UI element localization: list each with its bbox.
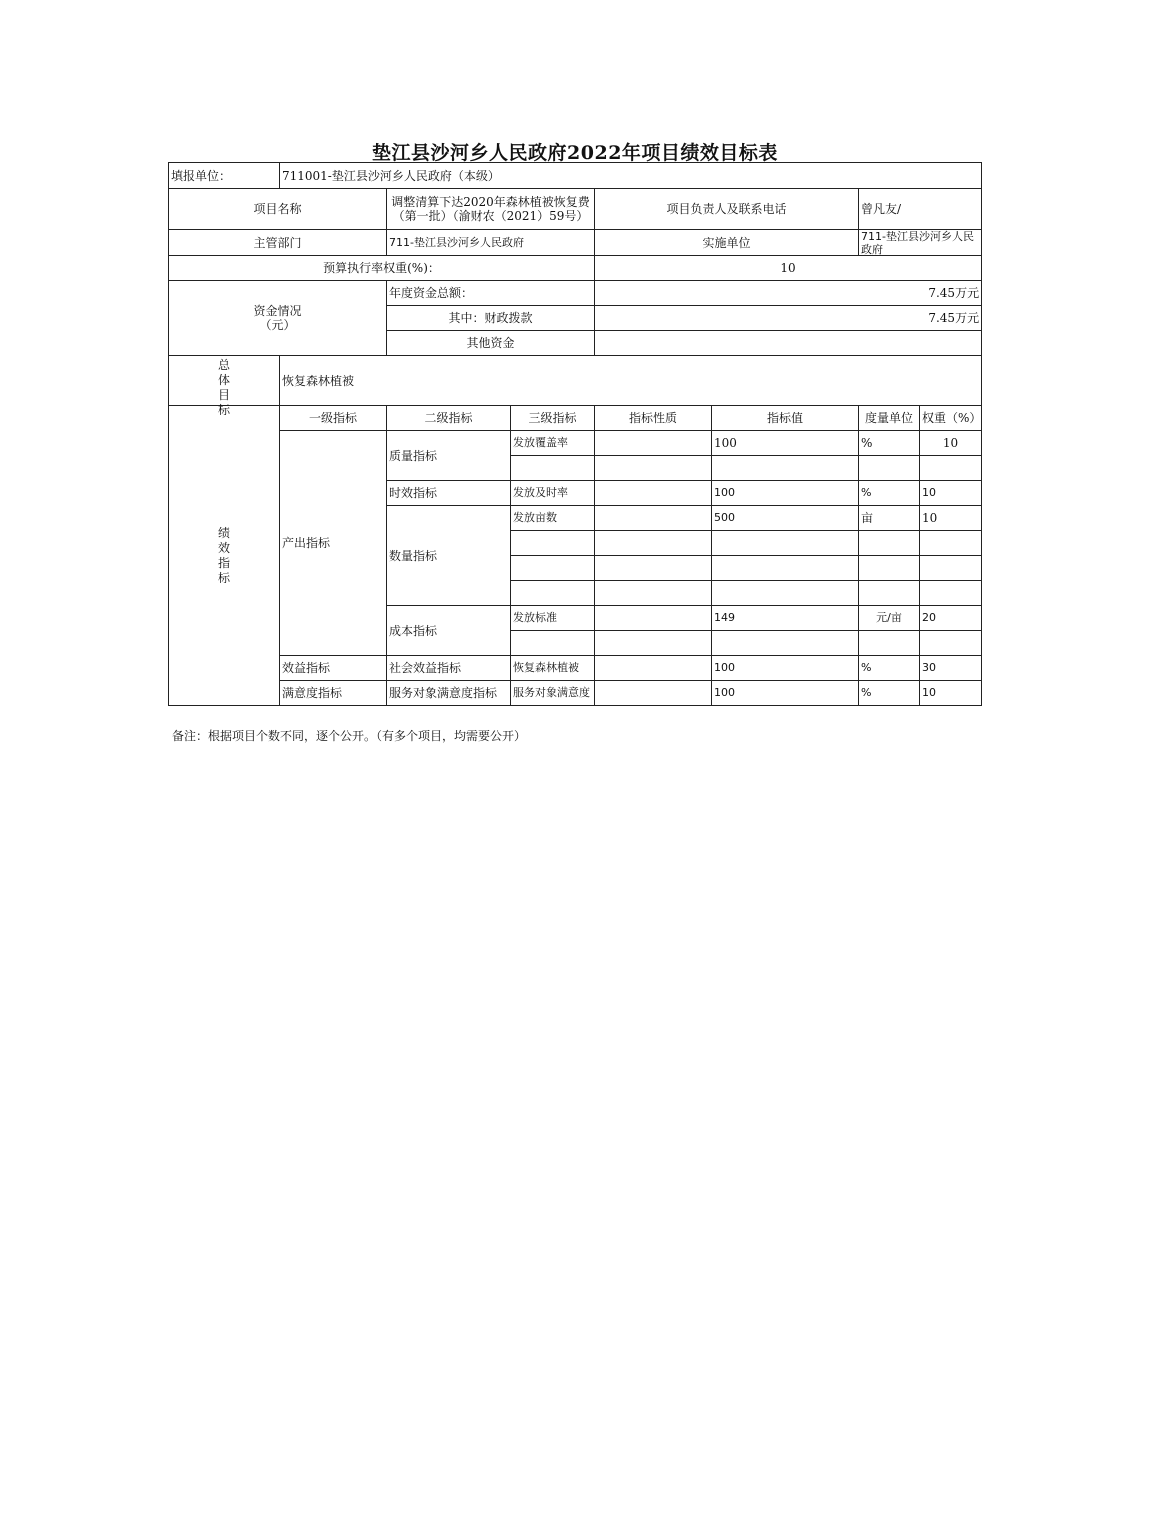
header-value: 指标值 bbox=[712, 406, 859, 431]
performance-target-table bbox=[168, 162, 982, 706]
timeliness-value: 100 bbox=[712, 481, 859, 506]
funds-label-line2: （元） bbox=[259, 318, 296, 332]
quantity-unit: 亩 bbox=[859, 506, 920, 531]
empty-cell bbox=[511, 631, 595, 656]
timeliness-nature bbox=[595, 481, 712, 506]
empty-cell bbox=[712, 456, 859, 481]
level1-satisfaction: 满意度指标 bbox=[280, 681, 387, 706]
empty-cell bbox=[920, 556, 982, 581]
quantity-name: 发放亩数 bbox=[511, 506, 595, 531]
project-name-label: 项目名称 bbox=[169, 189, 387, 230]
quality-unit: % bbox=[859, 431, 920, 456]
funds-total-row bbox=[169, 281, 982, 306]
header-weight: 权重（%） bbox=[920, 406, 982, 431]
perf-header-row bbox=[169, 406, 982, 431]
level2-quality: 质量指标 bbox=[387, 431, 511, 481]
empty-cell bbox=[712, 631, 859, 656]
department-row bbox=[169, 230, 982, 256]
impl-unit-value bbox=[859, 230, 982, 256]
service-weight: 10 bbox=[920, 681, 982, 706]
table-row bbox=[169, 656, 982, 681]
page-title: 垫江县沙河乡人民政府2022年项目绩效目标表 bbox=[372, 142, 778, 164]
timeliness-weight: 10 bbox=[920, 481, 982, 506]
supervisor-dept-label: 主管部门 bbox=[169, 230, 387, 256]
budget-row bbox=[169, 256, 982, 281]
empty-cell bbox=[511, 556, 595, 581]
empty-cell bbox=[859, 581, 920, 606]
project-name-value: 调整清算下达2020年森林植被恢复费（第一批）（渝财农（2021）59号） bbox=[387, 189, 595, 230]
quantity-value: 500 bbox=[712, 506, 859, 531]
empty-cell bbox=[920, 581, 982, 606]
empty-cell bbox=[712, 556, 859, 581]
level1-output: 产出指标 bbox=[280, 431, 387, 656]
fill-unit-value: 711001-垫江县沙河乡人民政府（本级） bbox=[280, 163, 982, 189]
empty-cell bbox=[859, 456, 920, 481]
empty-cell bbox=[595, 631, 712, 656]
cost-weight: 20 bbox=[920, 606, 982, 631]
empty-cell bbox=[859, 631, 920, 656]
goal-label-text: 总体目标 bbox=[217, 357, 230, 417]
empty-cell bbox=[511, 531, 595, 556]
funds-total-value: 7.45万元 bbox=[595, 281, 982, 306]
funds-other-value bbox=[595, 331, 982, 356]
level2-timeliness: 时效指标 bbox=[387, 481, 511, 506]
social-name: 恢复森林植被 bbox=[511, 656, 595, 681]
level1-benefit: 效益指标 bbox=[280, 656, 387, 681]
quality-nature bbox=[595, 431, 712, 456]
project-contact-label: 项目负责人及联系电话 bbox=[595, 189, 859, 230]
quality-weight: 10 bbox=[920, 431, 982, 456]
cost-value: 149 bbox=[712, 606, 859, 631]
fill-unit-row bbox=[169, 163, 982, 189]
empty-cell bbox=[920, 531, 982, 556]
social-value: 100 bbox=[712, 656, 859, 681]
table-row bbox=[169, 681, 982, 706]
timeliness-unit: % bbox=[859, 481, 920, 506]
empty-cell bbox=[920, 456, 982, 481]
timeliness-name: 发放及时率 bbox=[511, 481, 595, 506]
social-weight: 30 bbox=[920, 656, 982, 681]
goal-value: 恢复森林植被 bbox=[280, 356, 982, 406]
impl-unit-text: 711-垫江县沙河乡人民政府 bbox=[861, 230, 974, 256]
empty-cell bbox=[511, 581, 595, 606]
quality-value: 100 bbox=[712, 431, 859, 456]
goal-label bbox=[169, 356, 280, 417]
table-row bbox=[169, 431, 982, 456]
quantity-weight: 10 bbox=[920, 506, 982, 531]
quality-name: 发放覆盖率 bbox=[511, 431, 595, 456]
header-level2: 二级指标 bbox=[387, 406, 511, 431]
service-value: 100 bbox=[712, 681, 859, 706]
empty-cell bbox=[859, 556, 920, 581]
service-nature bbox=[595, 681, 712, 706]
header-nature: 指标性质 bbox=[595, 406, 712, 431]
perf-label-text: 绩效指标 bbox=[217, 525, 230, 585]
social-nature bbox=[595, 656, 712, 681]
empty-cell bbox=[595, 531, 712, 556]
empty-cell bbox=[511, 456, 595, 481]
budget-weight-label: 预算执行率权重(%)： bbox=[169, 256, 595, 281]
fill-unit-label: 填报单位： bbox=[169, 163, 280, 189]
budget-weight-value: 10 bbox=[595, 256, 982, 281]
goal-row bbox=[169, 356, 982, 406]
funds-label bbox=[169, 281, 387, 356]
header-unit: 度量单位 bbox=[859, 406, 920, 431]
impl-unit-label: 实施单位 bbox=[595, 230, 859, 256]
perf-label bbox=[169, 406, 280, 706]
funds-fiscal-label: 其中：财政拨款 bbox=[387, 306, 595, 331]
level2-social: 社会效益指标 bbox=[387, 656, 511, 681]
empty-cell bbox=[595, 556, 712, 581]
empty-cell bbox=[595, 581, 712, 606]
empty-cell bbox=[595, 456, 712, 481]
level2-cost: 成本指标 bbox=[387, 606, 511, 656]
service-unit: % bbox=[859, 681, 920, 706]
project-row bbox=[169, 189, 982, 230]
header-level1: 一级指标 bbox=[280, 406, 387, 431]
funds-fiscal-value: 7.45万元 bbox=[595, 306, 982, 331]
header-level3: 三级指标 bbox=[511, 406, 595, 431]
level2-quantity: 数量指标 bbox=[387, 506, 511, 606]
footnote: 备注：根据项目个数不同，逐个公开。（有多个项目，均需要公开） bbox=[172, 729, 527, 743]
funds-other-label: 其他资金 bbox=[387, 331, 595, 356]
empty-cell bbox=[712, 581, 859, 606]
service-name: 服务对象满意度 bbox=[511, 681, 595, 706]
cost-nature bbox=[595, 606, 712, 631]
supervisor-dept-value: 711-垫江县沙河乡人民政府 bbox=[387, 230, 595, 256]
quantity-nature bbox=[595, 506, 712, 531]
empty-cell bbox=[920, 631, 982, 656]
project-contact-value: 曾凡友/ bbox=[859, 189, 982, 230]
social-unit: % bbox=[859, 656, 920, 681]
funds-total-label: 年度资金总额： bbox=[387, 281, 595, 306]
empty-cell bbox=[859, 531, 920, 556]
cost-name: 发放标准 bbox=[511, 606, 595, 631]
cost-unit: 元/亩 bbox=[859, 606, 920, 631]
funds-label-line1: 资金情况 bbox=[253, 304, 302, 318]
level2-service: 服务对象满意度指标 bbox=[387, 681, 511, 706]
empty-cell bbox=[712, 531, 859, 556]
